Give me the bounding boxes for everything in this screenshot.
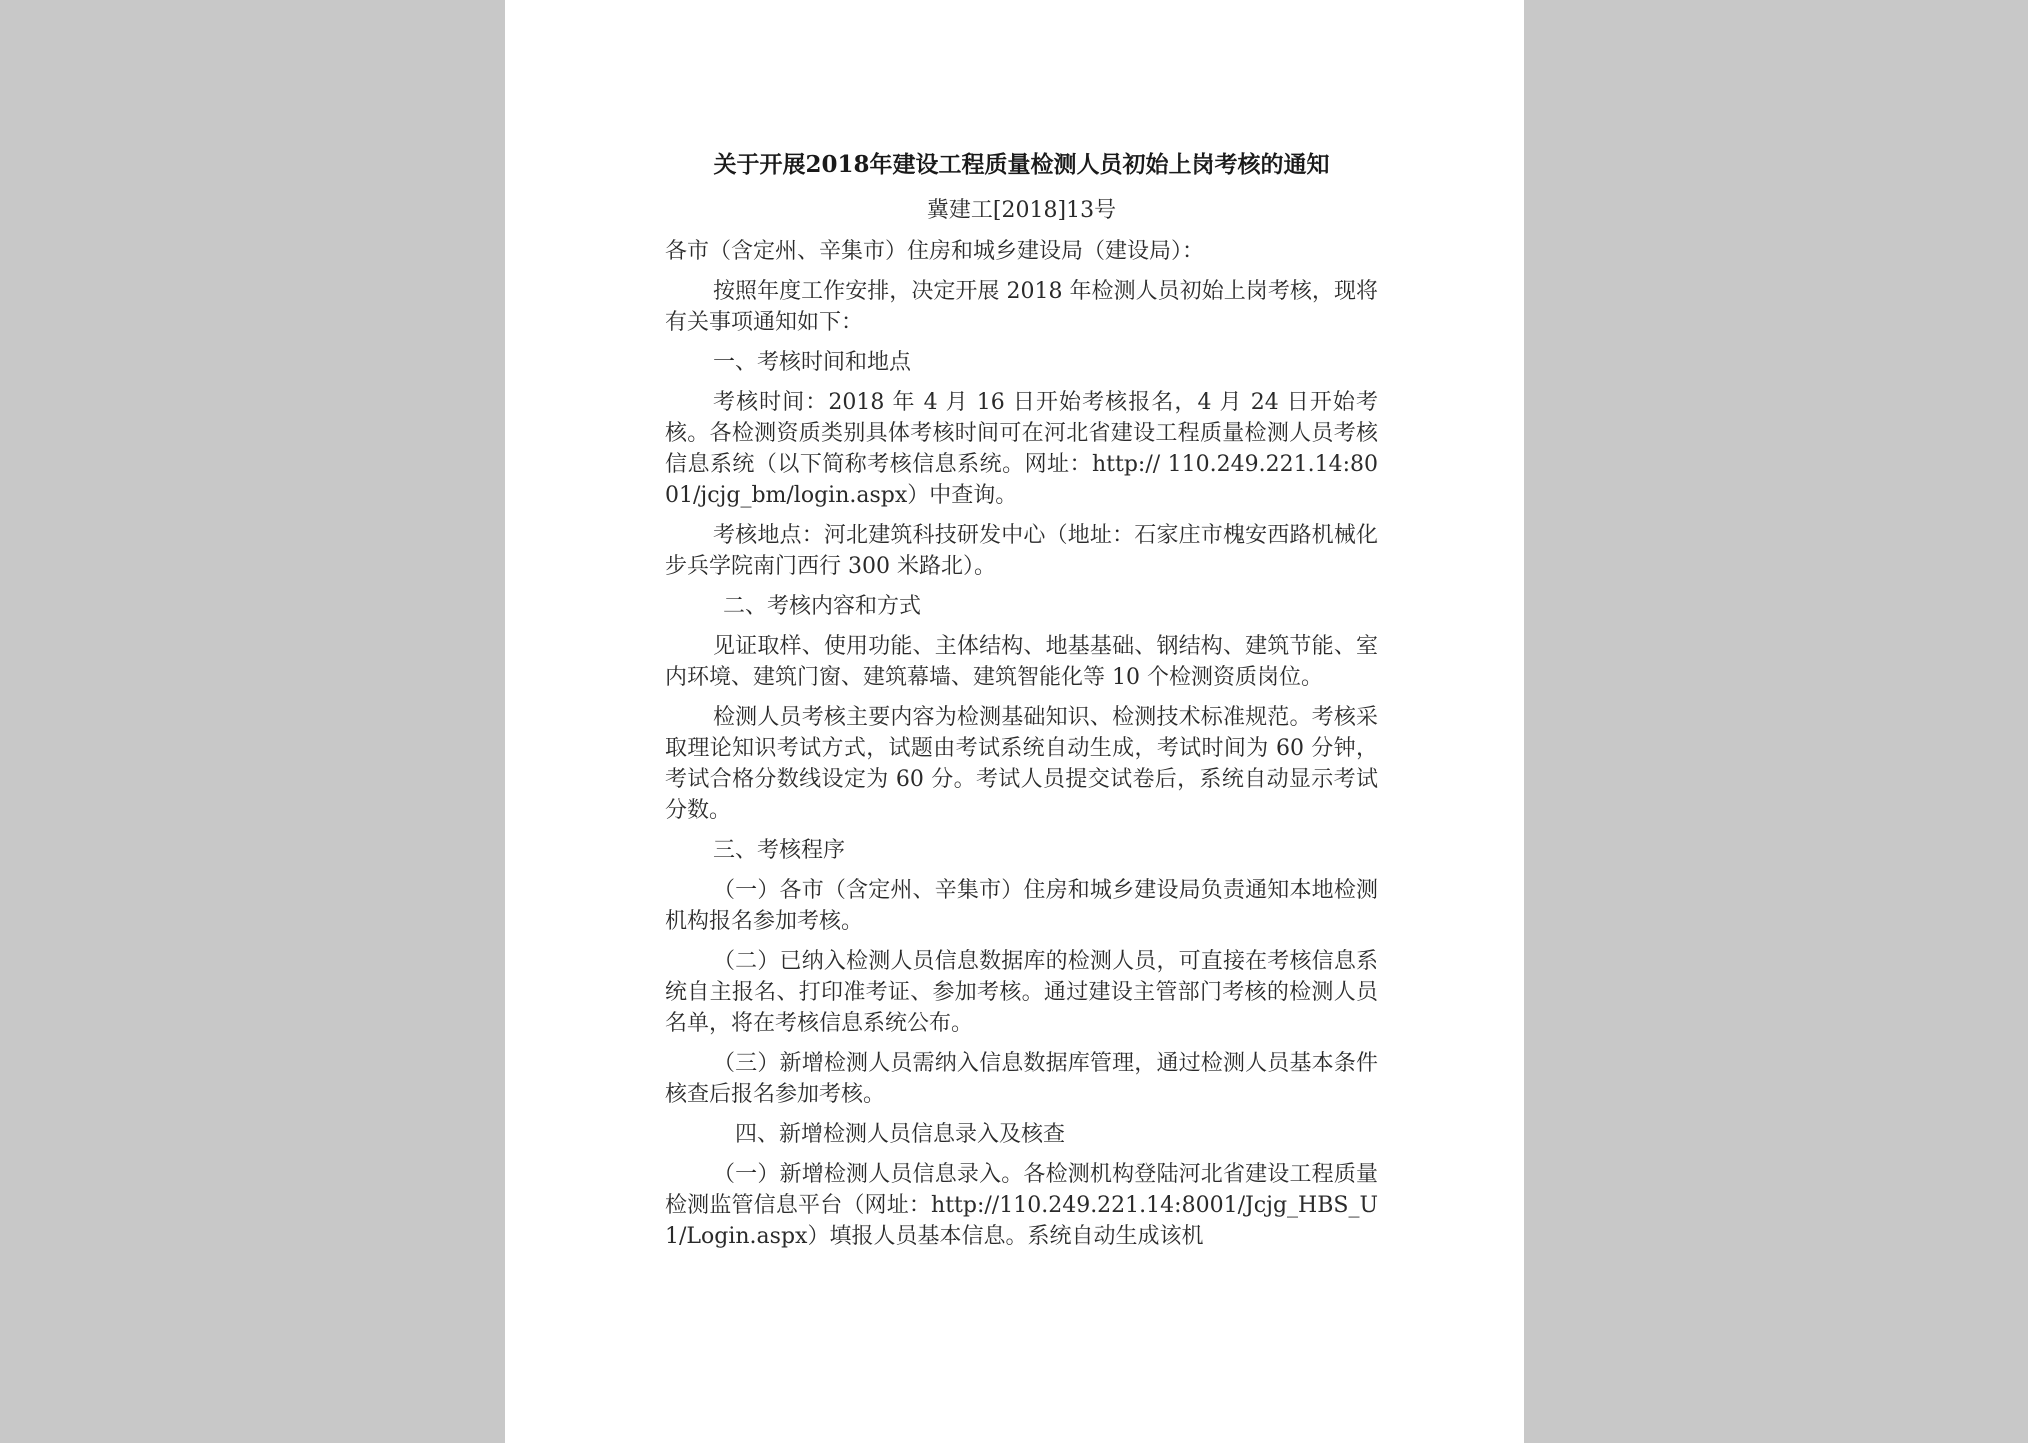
section-heading-4: 四、新增检测人员信息录入及核查 [735,1122,1066,1147]
section-heading-1: 一、考核时间和地点 [713,350,912,375]
section2-positions-paragraph: 见证取样、使用功能、主体结构、地基基础、钢结构、建筑节能、室内环境、建筑门窗、建筑幕墙、建筑智能化等 10 个检测资质岗位。 [665,634,1378,690]
section2-method-paragraph: 检测人员考核主要内容为检测基础知识、检测技术标准规范。考核采取理论知识考试方式，试题由考试系统自动生成，考试时间为 60 分钟，考试合格分数线设定为 60 分。考试人员提交试卷后，系统自动显示考试分数。 [665,705,1378,823]
section4-item1-paragraph: （一）新增检测人员信息录入。各检测机构登陆河北省建设工程质量检测监管信息平台（网址：http://110.249.221.14:8001/Jcjg_HBS_U1/Login.aspx）填报人员基本信息。系统自动生成该机 [665,1162,1378,1249]
page-content [665,149,1378,1261]
section-heading-2: 二、考核内容和方式 [723,594,922,619]
section3-item3-paragraph: （三）新增检测人员需纳入信息数据库管理，通过检测人员基本条件核查后报名参加考核。 [665,1051,1378,1107]
intro-paragraph: 按照年度工作安排，决定开展 2018 年检测人员初始上岗考核，现将有关事项通知如下： [665,279,1378,335]
section1-time-paragraph: 考核时间：2018 年 4 月 16 日开始考核报名，4 月 24 日开始考核。各检测资质类别具体考核时间可在河北省建设工程质量检测人员考核信息系统（以下简称考核信息系统。网址：http:// 110.249.221.14:8001/jcjg_bm/login.aspx）中查询。 [665,390,1378,508]
document-number: 冀建工[2018]13号 [926,198,1117,223]
document-title: 关于开展2018年建设工程质量检测人员初始上岗考核的通知 [713,151,1330,178]
document-page [505,0,1524,1443]
section3-item2-paragraph: （二）已纳入检测人员信息数据库的检测人员，可直接在考核信息系统自主报名、打印准考证、参加考核。通过建设主管部门考核的检测人员名单，将在考核信息系统公布。 [665,949,1378,1036]
section-heading-3: 三、考核程序 [713,838,846,863]
section3-item1-paragraph: （一）各市（含定州、辛集市）住房和城乡建设局负责通知本地检测机构报名参加考核。 [665,878,1378,934]
section1-place-paragraph: 考核地点：河北建筑科技研发中心（地址：石家庄市槐安西路机械化步兵学院南门西行 300 米路北）。 [665,523,1378,579]
salutation: 各市（含定州、辛集市）住房和城乡建设局（建设局）： [665,239,1205,264]
